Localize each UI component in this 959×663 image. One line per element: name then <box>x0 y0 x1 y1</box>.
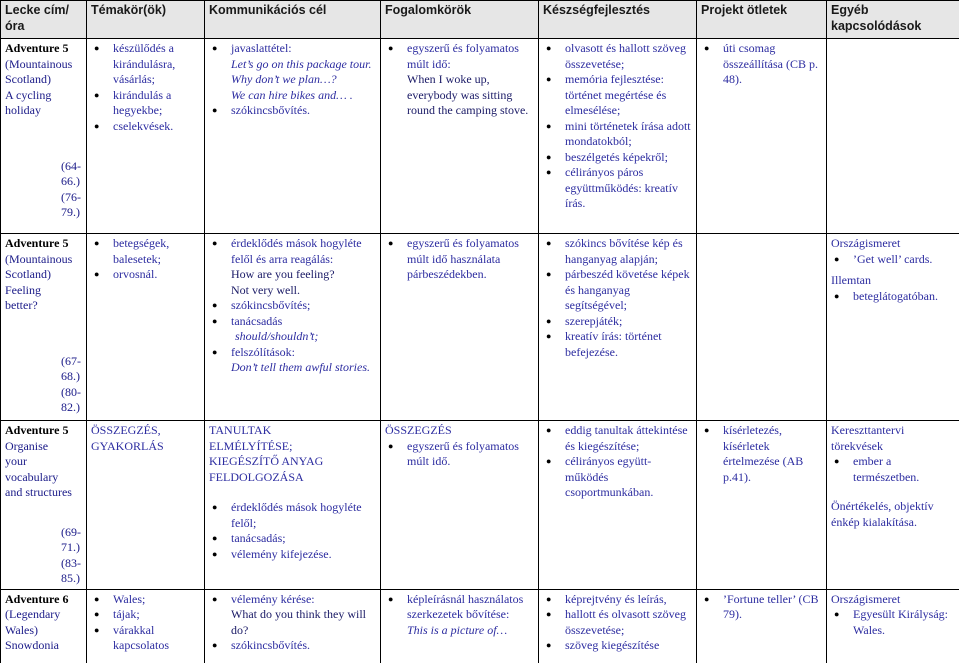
skills-cell <box>539 421 697 590</box>
header-concepts: Fogalomkörök <box>381 1 539 39</box>
skills-cell <box>539 234 697 421</box>
communication-heading: TANULTAK <box>209 423 272 437</box>
example-phrase: This is a picture of… <box>407 622 508 637</box>
header-skills: Készségfejlesztés <box>539 1 697 39</box>
lesson-pages: (80-82.) <box>61 384 81 414</box>
communication-item: ● tanácsadás; <box>209 531 376 547</box>
lesson-cell <box>1 421 87 590</box>
other-item: ● ’Get well’ cards. <box>831 252 955 268</box>
lesson-cell <box>1 39 87 234</box>
topic-item: ● tájak; <box>91 607 200 623</box>
skill-item: ● célirányos együtt-működés csoportmunkában. <box>543 454 692 501</box>
projects-cell <box>697 39 827 234</box>
lesson-line: Wales) <box>5 622 39 637</box>
lesson-line: better? <box>5 298 38 312</box>
skill-item: ● memória fejlesztése: történet megértése és elmesélése; <box>543 72 692 119</box>
lesson-pages: (67-68.) <box>61 353 81 383</box>
lesson-line: your <box>5 454 27 468</box>
skill-item: ● célirányos páros együttműködés: kreatív írás. <box>543 165 692 212</box>
topic-item: ● Wales; <box>91 592 200 608</box>
skill-item: ● eddig tanultak áttekintése és kiegészítése; <box>543 423 692 454</box>
example-phrase: When I woke up, everybody was sitting round the camping stove. <box>407 72 529 117</box>
lesson-title: Adventure 5 <box>5 236 69 250</box>
topic-item: ● orvosnál. <box>91 267 200 283</box>
topics-cell <box>87 589 205 663</box>
other-heading: Országismeret <box>831 591 901 606</box>
topic-item: ● kirándulás a hegyekbe; <box>91 88 200 119</box>
communication-item <box>209 236 376 298</box>
skill-item: ● szerepjáték; <box>543 314 692 330</box>
communication-cell <box>205 234 381 421</box>
other-item: ● Egyesült Királyság: Wales. <box>831 607 955 638</box>
communication-label: tanácsadás <box>231 313 283 328</box>
communication-item <box>209 592 376 639</box>
lesson-line: Scotland) <box>5 72 51 86</box>
skill-item: ● kreatív írás: történet befejezése. <box>543 329 692 360</box>
skill-item: ● olvasott és hallott szöveg összevetése; <box>543 41 692 72</box>
communication-label: felszólítások: <box>231 344 295 359</box>
other-heading: Országismeret <box>831 236 901 250</box>
example-phrase: should/shouldn’t; <box>235 329 319 343</box>
table-row <box>1 421 959 590</box>
communication-heading: KIEGÉSZÍTŐ ANYAG <box>209 454 324 468</box>
lesson-line: (Legendary <box>5 607 61 621</box>
project-item: ● úti csomag összeállítása (CB p. 48). <box>701 41 822 88</box>
concepts-cell <box>381 589 539 663</box>
skills-cell <box>539 39 697 234</box>
projects-cell <box>697 421 827 590</box>
concept-item: ● egyszerű és folyamatos múlt idő használata párbeszédekben. <box>385 236 534 283</box>
topics-cell <box>87 39 205 234</box>
skill-item: ● képrejtvény és leírás, <box>543 592 692 608</box>
other-item: ● ember a természetben. <box>831 454 955 485</box>
header-topics: Témakör(ök) <box>87 1 205 39</box>
lesson-title: Adventure 5 <box>5 41 69 55</box>
communication-label: érdeklődés mások hogyléte felől és arra reagálás: <box>231 236 362 266</box>
concepts-cell <box>381 421 539 590</box>
communication-cell <box>205 589 381 663</box>
other-cell <box>827 234 959 421</box>
lesson-line: and structures <box>5 485 72 499</box>
topic-item: ● betegségek, balesetek; <box>91 236 200 267</box>
table-row <box>1 589 959 663</box>
lesson-title: Adventure 6 <box>5 591 69 606</box>
lesson-line: Snowdonia <box>5 638 59 652</box>
communication-heading: FELDOLGOZÁSA <box>209 469 304 484</box>
concept-label: képleírásnál használatos szerkezetek bővítése: <box>407 591 524 621</box>
communication-label: javaslattétel: <box>231 41 292 55</box>
table-row <box>1 234 959 421</box>
example-phrase: How are you feeling? <box>231 267 335 281</box>
project-item: ● kísérletezés, kísérletek értelmezése (AB p.41). <box>701 423 822 485</box>
example-phrase: Don’t tell them awful stories. <box>231 360 370 374</box>
lesson-pages: (76-79.) <box>61 189 81 219</box>
table-row <box>1 39 959 234</box>
project-item: ● ’Fortune teller’ (CB 79). <box>701 592 822 623</box>
example-phrase: What do you think they will do? <box>231 607 366 637</box>
header-other: Egyéb kapcsolódások <box>827 1 959 39</box>
lesson-line: Feeling <box>5 282 41 297</box>
lesson-line: vocabulary <box>5 469 59 484</box>
example-phrase: We can hire bikes and… . <box>231 87 353 102</box>
concept-item <box>385 592 534 639</box>
communication-item: ● szókincsbővítés. <box>209 103 376 119</box>
other-note: Önértékelés, objektív énkép kialakítása. <box>831 499 934 529</box>
concepts-heading: ÖSSZEGZÉS <box>385 423 452 437</box>
concept-label: egyszerű és folyamatos múlt idő: <box>407 41 519 71</box>
communication-cell <box>205 39 381 234</box>
header-communication: Kommunikációs cél <box>205 1 381 39</box>
communication-heading: ELMÉLYÍTÉSE; <box>209 438 293 453</box>
communication-item: ● érdeklődés mások hogyléte felől; <box>209 500 376 531</box>
skill-item: ● mini történetek írása adott mondatokból; <box>543 119 692 150</box>
lesson-cell <box>1 589 87 663</box>
communication-cell <box>205 421 381 590</box>
lesson-line: (Mountainous <box>5 56 73 71</box>
lesson-pages: (64-66.) <box>61 158 81 188</box>
communication-item: ● szókincsbővítés. <box>209 638 376 654</box>
lesson-pages: (83-85.) <box>61 555 81 585</box>
lesson-line: A cycling <box>5 87 52 102</box>
other-heading: Illemtan <box>831 273 871 287</box>
projects-cell <box>697 234 827 421</box>
concept-item <box>385 41 534 119</box>
skill-item: ● hallott és olvasott szöveg összevetése; <box>543 607 692 638</box>
example-phrase: Not very well. <box>231 282 300 297</box>
concepts-cell <box>381 39 539 234</box>
example-phrase: Why don’t we plan…? <box>231 72 337 86</box>
topic-item: ● cselekvések. <box>91 119 200 135</box>
other-item: ● beteglátogatóban. <box>831 289 955 305</box>
header-projects: Projekt ötletek <box>697 1 827 39</box>
header-lesson: Lecke cím/óra <box>1 1 87 39</box>
concept-item: ● egyszerű és folyamatos múlt idő. <box>385 439 534 470</box>
other-cell <box>827 589 959 663</box>
topics-cell <box>87 421 205 590</box>
lesson-line: Organise <box>5 438 49 453</box>
lesson-line: (Mountainous <box>5 251 73 266</box>
skill-item: ● szöveg kiegészítése <box>543 638 692 654</box>
lesson-pages: (69-71.) <box>61 524 81 554</box>
topics-cell <box>87 234 205 421</box>
skill-item: ● szókincs bővítése kép és hanganyag alapján; <box>543 236 692 267</box>
other-cell <box>827 421 959 590</box>
topics-summary: GYAKORLÁS <box>91 438 164 453</box>
lesson-cell <box>1 234 87 421</box>
communication-label: vélemény kérése: <box>231 591 315 606</box>
example-phrase: Let’s go on this package tour. <box>231 56 372 71</box>
concepts-cell <box>381 234 539 421</box>
projects-cell <box>697 589 827 663</box>
topic-item: ● várakkal kapcsolatos <box>91 623 200 654</box>
communication-item: ● vélemény kifejezése. <box>209 547 376 563</box>
header-row <box>1 1 959 39</box>
communication-item: ● szókincsbővítés; <box>209 298 376 314</box>
topics-summary: ÖSSZEGZÉS, <box>91 423 161 437</box>
lesson-line: holiday <box>5 103 41 117</box>
other-cell <box>827 39 959 234</box>
communication-item <box>209 41 376 103</box>
communication-item <box>209 345 376 376</box>
lesson-line: Scotland) <box>5 267 51 281</box>
skills-cell <box>539 589 697 663</box>
topic-item: ● készülődés a kirándulásra, vásárlás; <box>91 41 200 88</box>
skill-item: ● párbeszéd követése képek és hanganyag segítségével; <box>543 267 692 314</box>
skill-item: ● beszélgetés képekről; <box>543 150 692 166</box>
lesson-title: Adventure 5 <box>5 423 69 437</box>
other-heading: Kereszttantervi törekvések <box>831 423 905 453</box>
communication-item <box>209 314 376 345</box>
